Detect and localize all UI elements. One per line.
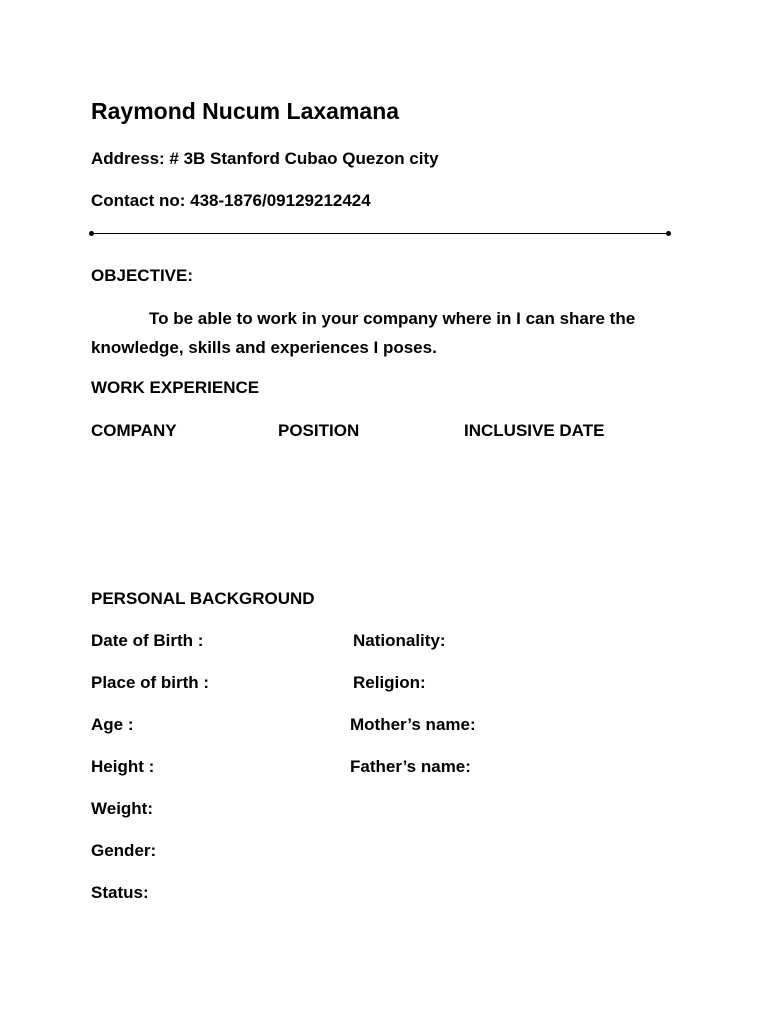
field-religion: Religion: — [353, 673, 426, 692]
work-experience-heading: WORK EXPERIENCE — [91, 378, 260, 397]
contact-line: Contact no: 438-1876/09129212424 — [91, 191, 371, 210]
field-mothers-name: Mother’s name: — [350, 715, 476, 734]
field-fathers-name: Father’s name: — [350, 757, 471, 776]
column-position: POSITION — [278, 421, 360, 440]
field-date-of-birth: Date of Birth : — [91, 631, 204, 650]
field-place-of-birth: Place of birth : — [91, 673, 210, 692]
field-nationality: Nationality: — [353, 631, 446, 650]
field-gender: Gender: — [91, 841, 157, 860]
column-company: COMPANY — [91, 421, 177, 440]
header-divider — [91, 233, 669, 234]
personal-background-heading: PERSONAL BACKGROUND — [91, 589, 315, 608]
column-inclusive-date: INCLUSIVE DATE — [464, 421, 605, 440]
field-weight: Weight: — [91, 799, 154, 818]
field-age: Age : — [91, 715, 134, 734]
objective-text-line-1: To be able to work in your company where in I can share the — [149, 309, 636, 328]
divider-right-endpoint — [666, 231, 671, 236]
field-height: Height : — [91, 757, 155, 776]
applicant-name: Raymond Nucum Laxamana — [91, 98, 400, 124]
field-status: Status: — [91, 883, 149, 902]
objective-heading: OBJECTIVE: — [91, 266, 194, 285]
address-line: Address: # 3B Stanford Cubao Quezon city — [91, 149, 439, 168]
objective-text-line-2: knowledge, skills and experiences I poses. — [91, 338, 437, 357]
